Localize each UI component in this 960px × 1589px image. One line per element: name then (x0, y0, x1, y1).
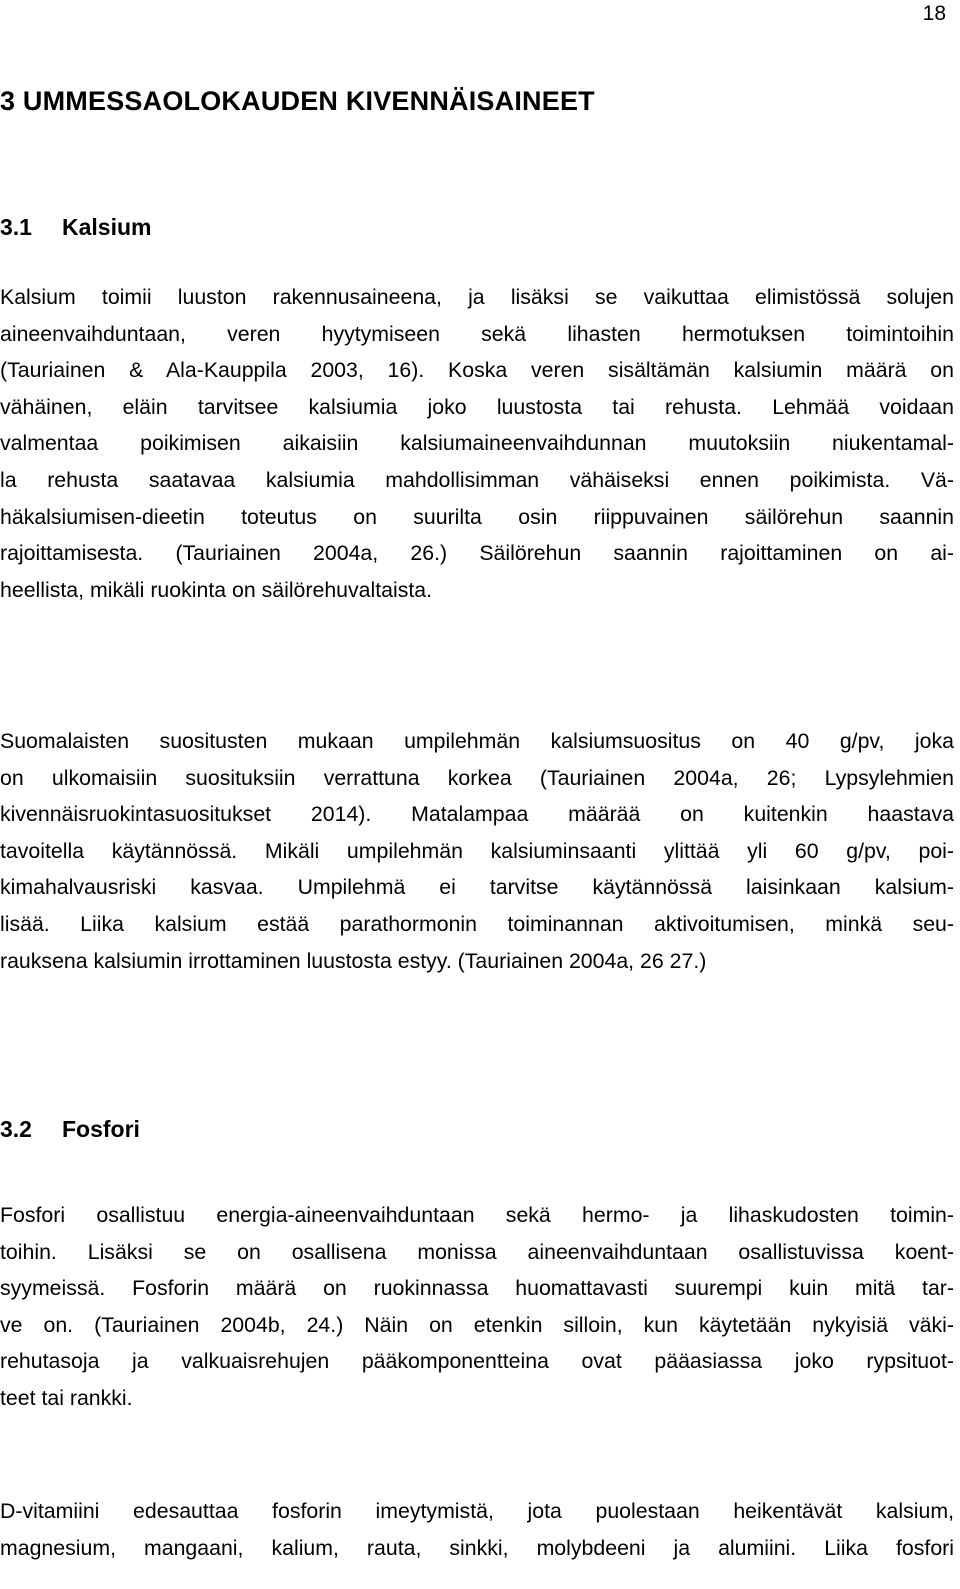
section-heading-fosfori (0, 1116, 140, 1143)
page-number: 18 (922, 2, 946, 25)
text-line: D-vitamiini edesauttaa fosforin imeytymistä, jota puolestaan heikentävät kalsium, (0, 1499, 954, 1523)
text-line: on ulkomaisiin suosituksiin verrattuna korkea (Tauriainen 2004a, 26; Lypsylehmien (0, 765, 954, 790)
text-line: teet tai rankki. (0, 1385, 133, 1410)
paragraph-fosfori-2 (0, 1493, 954, 1566)
text-line: (Tauriainen & Ala-Kauppila 2003, 16). Koska veren sisältämän kalsiumin määrä on (0, 358, 954, 383)
text-line: Kalsium toimii luuston rakennusaineena, ja lisäksi se vaikuttaa elimistössä solujen (0, 285, 954, 309)
text-line: Fosfori osallistuu energia-aineenvaihduntaan sekä hermo- ja lihaskudosten toimin- (0, 1203, 954, 1227)
text-line: häkalsiumisen-dieetin toteutus on suurilta osin riippuvainen säilörehun saannin (0, 504, 954, 529)
section-heading-kalsium (0, 214, 151, 241)
section-title: Fosfori (62, 1116, 140, 1142)
text-line: tavoitella käytännössä. Mikäli umpilehmän kalsiuminsaanti ylittää yli 60 g/pv, poi- (0, 838, 954, 863)
text-line: syymeissä. Fosforin määrä on ruokinnassa huomattavasti suurempi kuin mitä tar- (0, 1276, 954, 1301)
chapter-heading: 3 UMMESSAOLOKAUDEN KIVENNÄISAINEET (0, 86, 595, 116)
paragraph-kalsium-2 (0, 723, 954, 979)
text-line: rajoittamisesta. (Tauriainen 2004a, 26.) Säilörehun saannin rajoittaminen on ai- (0, 541, 954, 566)
section-number: 3.2 (0, 1116, 32, 1142)
section-number: 3.1 (0, 214, 32, 240)
text-line: lisää. Liika kalsium estää parathormonin toiminannan aktivoitumisen, minkä seu- (0, 911, 954, 936)
text-line: vähäinen, eläin tarvitsee kalsiumia joko luustosta tai rehusta. Lehmää voidaan (0, 394, 954, 419)
text-line: kivennäisruokintasuositukset 2014). Matalampaa määrää on kuitenkin haastava (0, 802, 954, 827)
text-line: ve on. (Tauriainen 2004b, 24.) Näin on etenkin silloin, kun käytetään nykyisiä väki- (0, 1312, 954, 1337)
text-line: rehutasoja ja valkuaisrehujen pääkomponentteina ovat pääasiassa joko rypsituot- (0, 1349, 954, 1374)
text-line: aineenvaihduntaan, veren hyytymiseen sekä lihasten hermotuksen toimintoihin (0, 321, 954, 346)
paragraph-kalsium-1 (0, 279, 954, 608)
text-line: heellista, mikäli ruokinta on säilörehuvaltaista. (0, 577, 433, 602)
paragraph-fosfori-1 (0, 1197, 954, 1417)
text-line: rauksena kalsiumin irrottaminen luustosta estyy. (Tauriainen 2004a, 26 27.) (0, 948, 707, 973)
text-line: kimahalvausriski kasvaa. Umpilehmä ei tarvitse käytännössä laisinkaan kalsium- (0, 875, 954, 900)
text-line: Suomalaisten suositusten mukaan umpilehmän kalsiumsuositus on 40 g/pv, joka (0, 729, 954, 753)
text-line: valmentaa poikimisen aikaisiin kalsiumaineenvaihdunnan muutoksiin niukentamal- (0, 431, 954, 456)
text-line: la rehusta saatavaa kalsiumia mahdollisimman vähäiseksi ennen poikimista. Vä- (0, 467, 954, 492)
text-line: magnesium, mangaani, kalium, rauta, sinkki, molybdeeni ja alumiini. Liika fosfori (0, 1535, 954, 1560)
section-title: Kalsium (62, 214, 152, 240)
text-line: toihin. Lisäksi se on osallisena monissa aineenvaihduntaan osallistuvissa koent- (0, 1239, 954, 1264)
